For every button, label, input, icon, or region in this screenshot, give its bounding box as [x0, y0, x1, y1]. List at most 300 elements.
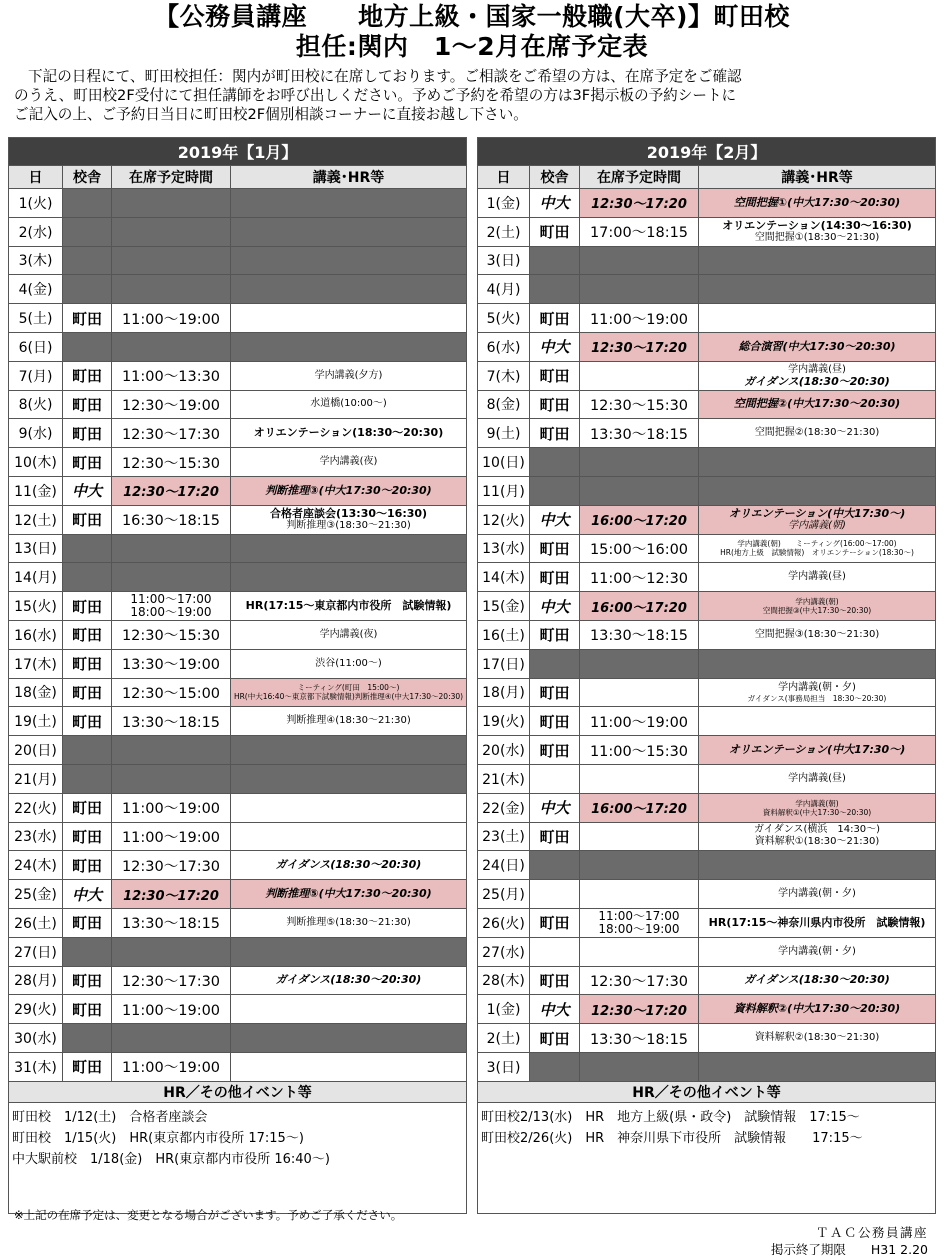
time-cell	[580, 822, 699, 851]
day-cell: 12(土)	[9, 505, 63, 534]
schedule-row	[9, 332, 467, 361]
event-line: オリエンテーション(18:30～20:30)	[253, 426, 444, 440]
page-title: 【公務員講座 地方上級・国家一般職(大卒)】町田校	[154, 2, 790, 31]
time-cell: 11:00～19:00	[580, 304, 699, 333]
day-cell: 7(月)	[9, 361, 63, 390]
event-cell	[699, 448, 936, 477]
time-line: 18:00～19:00	[598, 921, 680, 936]
event-cell	[231, 448, 467, 477]
campus-cell: 町田	[63, 707, 112, 736]
campus-cell: 町田	[63, 620, 112, 649]
schedule-row	[9, 620, 467, 649]
campus-cell	[530, 1052, 580, 1081]
schedule-row	[478, 217, 936, 246]
day-cell: 29(火)	[9, 995, 63, 1024]
schedule-row	[478, 304, 936, 333]
event-line: 空間把握②(中大17:30～20:30)	[733, 397, 901, 411]
intro-line: 下記の日程にて、町田校担任：関内が町田校に在席しております。ご相談をご希望の方は、在席予定をご確認	[28, 68, 742, 85]
time-cell	[580, 649, 699, 678]
event-line: 学内講義(昼)	[788, 772, 846, 784]
campus-cell: 町田	[63, 966, 112, 995]
schedule-row	[9, 390, 467, 419]
event-line: 学内講義(夜)	[319, 456, 378, 468]
event-cell	[231, 908, 467, 937]
time-cell	[112, 736, 231, 765]
day-cell: 3(日)	[478, 1052, 530, 1081]
footer-note: ※上記の在席予定は、変更となる場合がございます。予めご了承ください。	[14, 1208, 403, 1222]
event-line: 学内講義(朝・夕)	[778, 888, 856, 900]
day-cell: 2(土)	[478, 217, 530, 246]
campus-cell: 町田	[63, 851, 112, 880]
day-cell: 28(木)	[478, 966, 530, 995]
campus-cell	[530, 880, 580, 909]
campus-cell: 町田	[63, 908, 112, 937]
day-cell: 17(日)	[478, 649, 530, 678]
hr-event-line: 町田校 1/12(土) 合格者座談会	[12, 1109, 208, 1125]
time-cell: 17:00～18:15	[580, 217, 699, 246]
event-cell	[231, 880, 467, 909]
campus-cell: 町田	[530, 1024, 580, 1053]
schedule-row	[478, 275, 936, 304]
schedule-row	[9, 505, 467, 534]
event-cell	[231, 966, 467, 995]
schedule-row	[9, 361, 467, 390]
time-cell: 13:30～18:15	[580, 620, 699, 649]
time-cell	[112, 275, 231, 304]
day-cell: 24(木)	[9, 851, 63, 880]
time-cell	[112, 217, 231, 246]
hr-events-title: HR／その他イベント等	[9, 1081, 467, 1102]
event-line: 学内講義(朝)	[795, 597, 839, 607]
campus-cell: 町田	[530, 736, 580, 765]
schedule-row	[478, 592, 936, 621]
campus-cell	[530, 275, 580, 304]
campus-cell: 町田	[63, 678, 112, 707]
day-cell: 27(水)	[478, 937, 530, 966]
day-cell: 18(月)	[478, 678, 530, 707]
event-line: 総合演習(中大17:30～20:30)	[738, 339, 896, 353]
event-line: 学内講義(朝・夕)	[778, 681, 856, 693]
day-cell: 14(月)	[9, 563, 63, 592]
campus-cell	[530, 476, 580, 505]
event-line: 学内講義(朝)	[795, 798, 839, 808]
schedule-row	[478, 764, 936, 793]
day-cell: 17(木)	[9, 649, 63, 678]
campus-cell	[530, 448, 580, 477]
event-cell	[231, 534, 467, 563]
campus-cell: 町田	[63, 361, 112, 390]
footer-organization: ＴＡＣ公務員講座	[815, 1225, 928, 1240]
time-cell	[112, 246, 231, 275]
campus-cell: 町田	[530, 563, 580, 592]
time-cell	[580, 246, 699, 275]
event-cell	[699, 505, 936, 534]
campus-cell: 中大	[63, 880, 112, 909]
schedule-row	[478, 563, 936, 592]
campus-cell: 町田	[530, 390, 580, 419]
event-cell	[699, 390, 936, 419]
campus-cell: 町田	[63, 419, 112, 448]
day-cell: 14(木)	[478, 563, 530, 592]
time-cell	[580, 275, 699, 304]
event-line: 判断推理③(18:30～21:30)	[286, 519, 411, 531]
schedule-table-january	[8, 137, 467, 1214]
event-line: HR(中大16:40～東京都下試験情報)判断推理④(中大17:30～20:30)	[233, 692, 464, 702]
time-cell: 12:30～17:20	[112, 880, 231, 909]
time-cell: 11:00～19:00	[112, 304, 231, 333]
column-header-event: 講義･HR等	[699, 166, 936, 189]
event-line: オリエンテーション(14:30～16:30)	[722, 218, 912, 232]
time-cell: 12:30～17:20	[580, 995, 699, 1024]
time-cell: 15:00～16:00	[580, 534, 699, 563]
day-cell: 4(金)	[9, 275, 63, 304]
schedule-table-february	[477, 137, 936, 1214]
schedule-row	[478, 332, 936, 361]
campus-cell	[63, 189, 112, 218]
time-cell	[580, 880, 699, 909]
event-line: HR(17:15～神奈川県内市役所 試験情報)	[708, 915, 926, 929]
schedule-row	[478, 1052, 936, 1081]
event-cell	[699, 707, 936, 736]
day-cell: 11(金)	[9, 476, 63, 505]
time-cell	[112, 1024, 231, 1053]
day-cell: 1(火)	[9, 189, 63, 218]
event-cell	[231, 563, 467, 592]
event-cell	[231, 217, 467, 246]
event-line: 判断推理③(中大17:30～20:30)	[265, 483, 432, 497]
time-line: 11:00～17:00	[130, 592, 212, 607]
event-cell	[231, 1024, 467, 1053]
event-cell	[699, 736, 936, 765]
time-cell: 13:30～18:15	[580, 419, 699, 448]
event-line: ガイダンス(事務局担当 18:30～20:30)	[747, 693, 887, 703]
time-cell: 12:30～17:20	[580, 189, 699, 218]
campus-cell: 町田	[63, 649, 112, 678]
event-cell	[231, 505, 467, 534]
column-header-day: 日	[478, 166, 530, 189]
schedule-row	[478, 505, 936, 534]
event-cell	[231, 678, 467, 707]
day-cell: 23(土)	[478, 822, 530, 851]
event-line: ガイダンス(18:30～20:30)	[275, 858, 422, 872]
schedule-row	[9, 304, 467, 333]
event-cell	[699, 649, 936, 678]
event-line: 空間把握①(中大17:30～20:30)	[733, 195, 901, 209]
time-cell	[112, 937, 231, 966]
time-cell: 16:00～17:20	[580, 592, 699, 621]
schedule-row	[9, 851, 467, 880]
event-line: 学内講義(昼)	[788, 571, 846, 583]
time-cell	[112, 764, 231, 793]
event-cell	[699, 534, 936, 563]
time-cell: 12:30～17:30	[112, 419, 231, 448]
time-cell	[580, 1052, 699, 1081]
campus-cell: 中大	[530, 793, 580, 822]
day-cell: 8(火)	[9, 390, 63, 419]
day-cell: 22(金)	[478, 793, 530, 822]
day-cell: 22(火)	[9, 793, 63, 822]
campus-cell: 町田	[63, 448, 112, 477]
event-cell	[231, 851, 467, 880]
day-cell: 11(月)	[478, 476, 530, 505]
schedule-row	[9, 1024, 467, 1053]
time-cell: 12:30～17:30	[580, 966, 699, 995]
event-line: 資料解釈①(18:30～21:30)	[754, 836, 880, 848]
hr-events-title: HR／その他イベント等	[478, 1081, 936, 1102]
schedule-row	[478, 707, 936, 736]
time-cell	[112, 189, 231, 218]
event-cell	[231, 592, 467, 621]
day-cell: 1(金)	[478, 995, 530, 1024]
day-cell: 1(金)	[478, 189, 530, 218]
schedule-row	[9, 908, 467, 937]
day-cell: 12(火)	[478, 505, 530, 534]
event-cell	[699, 304, 936, 333]
event-cell	[231, 189, 467, 218]
column-header-time: 在席予定時間	[112, 166, 231, 189]
time-line: 18:00～19:00	[130, 605, 212, 620]
event-line: オリエンテーション(中大17:30～)	[728, 506, 906, 520]
time-cell: 12:30～17:30	[112, 966, 231, 995]
schedule-row	[9, 448, 467, 477]
schedule-row	[9, 678, 467, 707]
event-line: ガイダンス(18:30～20:30)	[744, 973, 890, 987]
event-line: 判断推理⑤(中大17:30～20:30)	[265, 887, 432, 901]
time-cell	[112, 592, 231, 621]
day-cell: 2(土)	[478, 1024, 530, 1053]
day-cell: 5(火)	[478, 304, 530, 333]
time-cell: 11:00～19:00	[112, 1052, 231, 1081]
time-cell: 12:30～17:20	[580, 332, 699, 361]
campus-cell	[63, 1024, 112, 1053]
schedule-row	[478, 880, 936, 909]
event-line: ガイダンス(横浜 14:30～)	[753, 824, 881, 836]
time-cell: 13:30～18:15	[112, 707, 231, 736]
campus-cell	[530, 937, 580, 966]
day-cell: 7(木)	[478, 361, 530, 390]
schedule-row	[9, 1052, 467, 1081]
schedule-row	[9, 275, 467, 304]
time-cell: 13:30～18:15	[112, 908, 231, 937]
campus-cell	[63, 563, 112, 592]
time-cell: 12:30～15:00	[112, 678, 231, 707]
campus-cell: 町田	[63, 390, 112, 419]
intro-line: のうえ、町田校2F受付にて担任講師をお呼び出しください。予めご予約を希望の方は3F掲示板の予約シートに	[14, 87, 737, 104]
schedule-row	[478, 678, 936, 707]
event-line: 学内講義(夜)	[319, 628, 378, 640]
schedule-row	[9, 563, 467, 592]
time-cell: 12:30～17:30	[112, 851, 231, 880]
campus-cell: 町田	[530, 707, 580, 736]
column-header-day: 日	[9, 166, 63, 189]
schedule-row	[9, 736, 467, 765]
event-line: 判断推理④(18:30～21:30)	[286, 715, 411, 727]
time-cell	[580, 908, 699, 937]
event-cell	[231, 995, 467, 1024]
event-cell	[231, 1052, 467, 1081]
event-line: ガイダンス(18:30～20:30)	[744, 374, 890, 388]
campus-cell: 中大	[63, 476, 112, 505]
campus-cell	[63, 764, 112, 793]
time-cell	[112, 563, 231, 592]
event-cell	[231, 937, 467, 966]
day-cell: 20(日)	[9, 736, 63, 765]
campus-cell	[530, 246, 580, 275]
event-cell	[699, 880, 936, 909]
event-cell	[699, 1024, 936, 1053]
schedule-row	[9, 793, 467, 822]
day-cell: 24(日)	[478, 851, 530, 880]
event-cell	[231, 304, 467, 333]
time-cell	[580, 448, 699, 477]
day-cell: 30(水)	[9, 1024, 63, 1053]
schedule-row	[478, 246, 936, 275]
event-line: 空間把握①(18:30～21:30)	[754, 231, 880, 243]
day-cell: 15(火)	[9, 592, 63, 621]
campus-cell	[63, 275, 112, 304]
campus-cell: 中大	[530, 505, 580, 534]
day-cell: 20(水)	[478, 736, 530, 765]
day-cell: 6(日)	[9, 332, 63, 361]
day-cell: 25(月)	[478, 880, 530, 909]
day-cell: 27(日)	[9, 937, 63, 966]
event-cell	[231, 649, 467, 678]
campus-cell: 中大	[530, 189, 580, 218]
column-header-event: 講義･HR等	[231, 166, 467, 189]
campus-cell	[63, 736, 112, 765]
campus-cell	[530, 764, 580, 793]
schedule-row	[478, 390, 936, 419]
schedule-row	[478, 620, 936, 649]
event-cell	[699, 332, 936, 361]
time-cell: 12:30～15:30	[580, 390, 699, 419]
time-cell: 11:00～13:30	[112, 361, 231, 390]
campus-cell: 町田	[530, 217, 580, 246]
campus-cell	[63, 937, 112, 966]
campus-cell: 町田	[63, 304, 112, 333]
schedule-row	[478, 937, 936, 966]
day-cell: 16(水)	[9, 620, 63, 649]
day-cell: 6(水)	[478, 332, 530, 361]
event-cell	[699, 246, 936, 275]
schedule-row	[478, 908, 936, 937]
day-cell: 3(日)	[478, 246, 530, 275]
time-cell: 12:30～19:00	[112, 390, 231, 419]
campus-cell	[530, 649, 580, 678]
event-cell	[699, 563, 936, 592]
event-line: 資料解釈②(18:30～21:30)	[754, 1032, 880, 1043]
event-cell	[231, 764, 467, 793]
event-cell	[699, 851, 936, 880]
day-cell: 26(土)	[9, 908, 63, 937]
event-line: 学内講義(昼)	[788, 363, 846, 375]
event-line: 渋谷(11:00～)	[315, 657, 382, 669]
campus-cell: 町田	[63, 995, 112, 1024]
event-cell	[231, 707, 467, 736]
page-subtitle: 担任:関内 1～2月在席予定表	[295, 32, 649, 61]
time-cell: 12:30～15:30	[112, 620, 231, 649]
schedule-row	[478, 189, 936, 218]
hr-events-list	[478, 1102, 936, 1213]
time-cell	[580, 361, 699, 390]
campus-cell: 町田	[530, 908, 580, 937]
day-cell: 9(土)	[478, 419, 530, 448]
time-cell: 13:30～18:15	[580, 1024, 699, 1053]
campus-cell	[63, 246, 112, 275]
schedule-row	[9, 189, 467, 218]
time-cell	[580, 937, 699, 966]
column-header-time: 在席予定時間	[580, 166, 699, 189]
day-cell: 5(土)	[9, 304, 63, 333]
schedule-row	[9, 822, 467, 851]
hr-events-list	[9, 1102, 467, 1213]
event-cell	[699, 361, 936, 390]
day-cell: 9(水)	[9, 419, 63, 448]
event-cell	[699, 189, 936, 218]
event-cell	[699, 908, 936, 937]
day-cell: 28(月)	[9, 966, 63, 995]
day-cell: 4(月)	[478, 275, 530, 304]
footer-expiry: 掲示終了期限 H31 2.20	[770, 1242, 928, 1257]
event-line: 合格者座談会(13:30～16:30)	[269, 506, 428, 520]
schedule-row	[478, 534, 936, 563]
event-cell	[699, 678, 936, 707]
event-line: 学内講義(夕方)	[314, 369, 383, 381]
schedule-row	[478, 793, 936, 822]
time-cell	[112, 332, 231, 361]
event-cell	[231, 822, 467, 851]
time-cell: 16:00～17:20	[580, 793, 699, 822]
event-line: 水道橋(10:00～)	[310, 398, 387, 410]
campus-cell: 町田	[530, 419, 580, 448]
column-header-campus: 校舎	[530, 166, 580, 189]
event-line: HR(17:15～東京都内市役所 試験情報)	[245, 599, 452, 613]
campus-cell: 町田	[63, 592, 112, 621]
time-cell: 11:00～12:30	[580, 563, 699, 592]
schedule-row	[478, 476, 936, 505]
time-cell	[580, 678, 699, 707]
schedule-row	[9, 217, 467, 246]
column-header-campus: 校舎	[63, 166, 112, 189]
campus-cell: 町田	[63, 793, 112, 822]
event-cell	[699, 966, 936, 995]
schedule-row	[478, 419, 936, 448]
day-cell: 8(金)	[478, 390, 530, 419]
event-cell	[699, 937, 936, 966]
schedule-row	[478, 1024, 936, 1053]
month-title: 2019年【2月】	[478, 138, 936, 166]
event-line: ミーティング(町田 15:00～)	[297, 683, 400, 693]
event-cell	[699, 822, 936, 851]
schedule-row	[478, 822, 936, 851]
schedule-row	[9, 649, 467, 678]
day-cell: 26(火)	[478, 908, 530, 937]
campus-cell: 中大	[530, 995, 580, 1024]
event-line: オリエンテーション(中大17:30～)	[728, 743, 906, 757]
campus-cell: 町田	[63, 822, 112, 851]
day-cell: 21(月)	[9, 764, 63, 793]
campus-cell: 町田	[530, 620, 580, 649]
event-cell	[231, 332, 467, 361]
schedule-row	[478, 649, 936, 678]
event-line: ガイダンス(18:30～20:30)	[275, 973, 422, 987]
time-cell: 12:30～15:30	[112, 448, 231, 477]
schedule-row	[9, 592, 467, 621]
campus-cell: 町田	[530, 822, 580, 851]
event-cell	[699, 793, 936, 822]
day-cell: 10(木)	[9, 448, 63, 477]
schedule-row	[478, 448, 936, 477]
